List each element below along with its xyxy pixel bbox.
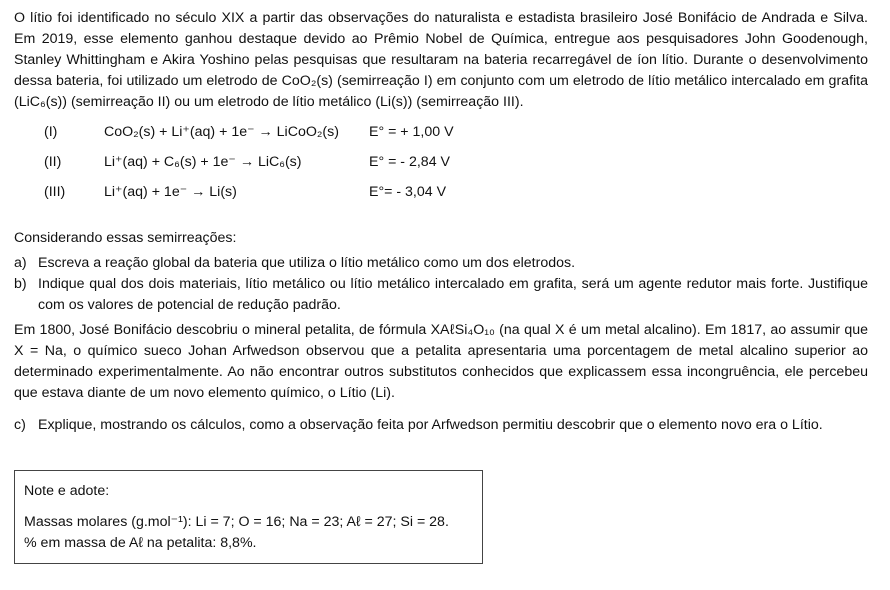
note-spacer <box>24 502 473 512</box>
question-text: Explique, mostrando os cálculos, como a observação feita por Arfwedson permitiu descobrir que o elemento novo era o Lítio. <box>38 417 823 433</box>
half-reaction-2 <box>44 154 504 184</box>
half-reaction-potential: E° = + 1,00 V <box>369 124 454 140</box>
question-a <box>14 253 868 274</box>
questions-ab <box>14 253 868 316</box>
question-label: a) <box>14 255 27 271</box>
question-text: Escreva a reação global da bateria que utiliza o lítio metálico como um dos eletrodos. <box>38 255 576 271</box>
note-box <box>14 470 483 564</box>
half-reaction-potential: E° = - 2,84 V <box>369 154 450 170</box>
question-label: b) <box>14 276 27 292</box>
question-b <box>14 274 868 316</box>
question-label: c) <box>14 417 26 433</box>
note-molar-masses: Massas molares (g.mol⁻¹): Li = 7; O = 16; Na = 23; Aℓ = 27; Si = 28. <box>24 514 449 530</box>
half-reaction-id: (III) <box>44 184 66 200</box>
note-al-percent: % em massa de Aℓ na petalita: 8,8%. <box>24 535 257 551</box>
half-reaction-potential: E°= - 3,04 V <box>369 184 447 200</box>
half-reactions <box>44 124 504 214</box>
considering-text: Considerando essas semirreações: <box>14 230 237 246</box>
question-text: Indique qual dos dois materiais, lítio metálico ou lítio metálico intercalado em grafita, será um agente redutor mais forte. Justifique com os valores de potencial de redução padrão. <box>38 276 868 313</box>
half-reaction-id: (II) <box>44 154 62 170</box>
half-reaction-equation: Li⁺(aq) + 1e⁻ → Li(s) <box>104 184 237 200</box>
history-paragraph: Em 1800, José Bonifácio descobriu o mineral petalita, de fórmula XAℓSi₄O₁₀ (na qual X é um metal alcalino). Em 1817, ao assumir que X = Na, o químico sueco Johan Arfwedson observou que a petalita apresentaria uma porcentagem de metal alcalino superior ao determinado experimentalmente. Ao não encontrar outros substitutos conhecidos que explicassem essa incongruência, ele percebeu que estava diante de um novo elemento químico, o Lítio (Li). <box>14 322 868 401</box>
half-reaction-3 <box>44 184 504 214</box>
note-title: Note e adote: <box>24 483 110 499</box>
half-reaction-id: (I) <box>44 124 58 140</box>
half-reaction-1 <box>44 124 504 154</box>
question-c <box>14 415 868 436</box>
half-reaction-equation: CoO₂(s) + Li⁺(aq) + 1e⁻ → LiCoO₂(s) <box>104 124 339 140</box>
questions-c <box>14 415 868 436</box>
half-reaction-equation: Li⁺(aq) + C₆(s) + 1e⁻ → LiC₆(s) <box>104 154 302 170</box>
intro-paragraph: O lítio foi identificado no século XIX a partir das observações do naturalista e estadista brasileiro José Bonifácio de Andrada e Silva. Em 2019, esse elemento ganhou destaque devido ao Prêmio Nobel de Química, entregue aos pesquisadores John Goodenough, Stanley Whittingham e Akira Yoshino pelas pesquisas que resultaram na bateria recarregável de íon lítio. Durante o desenvolvimento dessa bateria, foi utilizado um eletrodo de CoO₂(s) (semirreação I) em conjunto com um eletrodo de lítio metálico intercalado em grafita (LiC₆(s)) (semirreação II) ou um eletrodo de lítio metálico (Li(s)) (semirreação III). <box>14 10 868 110</box>
